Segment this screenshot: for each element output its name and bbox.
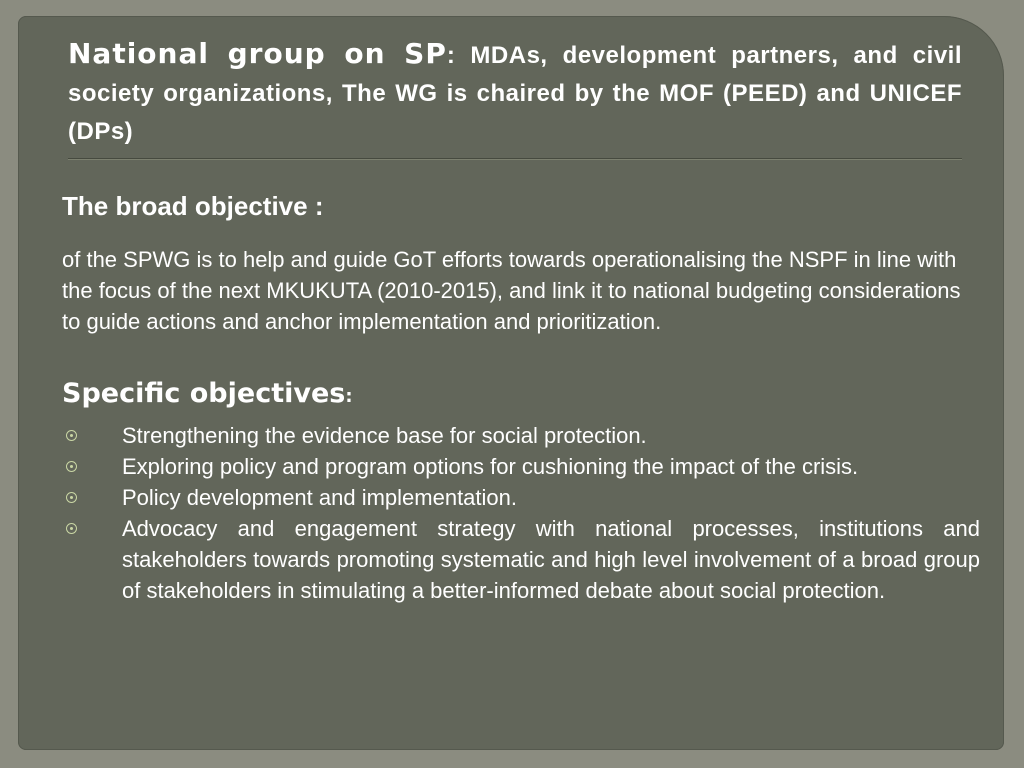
list-item-text: Strengthening the evidence base for social protection. [122, 423, 647, 448]
specific-objectives-label: Specific objectives [62, 378, 346, 409]
circle-dot-bullet-icon [66, 492, 77, 503]
broad-objective-text: of the SPWG is to help and guide GoT efforts towards operationalising the NSPF in line with the focus of the next MKUKUTA (2010-2015), and link it to national budgeting considerations to guide actions and anchor implementation and prioritization. [62, 247, 961, 334]
circle-dot-bullet-icon [66, 461, 77, 472]
circle-dot-bullet-icon [66, 430, 77, 441]
specific-objectives-heading [62, 375, 980, 416]
title-main: National group on SP [68, 37, 447, 70]
list-item [62, 420, 980, 451]
list-item [62, 513, 980, 606]
specific-objectives-colon: : [345, 386, 353, 407]
list-item-text: Advocacy and engagement strategy with national processes, institutions and stakeholders towards promoting systematic and high level involvement of a broad group of stakeholders in stimulating a better-informed debate about social protection. [122, 516, 980, 603]
broad-objective-heading: The broad objective : [62, 191, 324, 221]
slide-body [62, 184, 980, 606]
list-item [62, 482, 980, 513]
list-item-text: Policy development and implementation. [122, 485, 518, 510]
title-divider [68, 158, 962, 160]
title-subtitle: : MDAs, development partners, and civil society organizations, The WG is chaired by the MOF (PEED) and UNICEF (DPs) [68, 42, 962, 145]
list-item-text: Exploring policy and program options for cushioning the impact of the crisis. [122, 454, 859, 479]
specific-objectives-list [62, 420, 980, 606]
circle-dot-bullet-icon [66, 523, 77, 534]
slide-title [68, 36, 962, 150]
list-item [62, 451, 980, 482]
